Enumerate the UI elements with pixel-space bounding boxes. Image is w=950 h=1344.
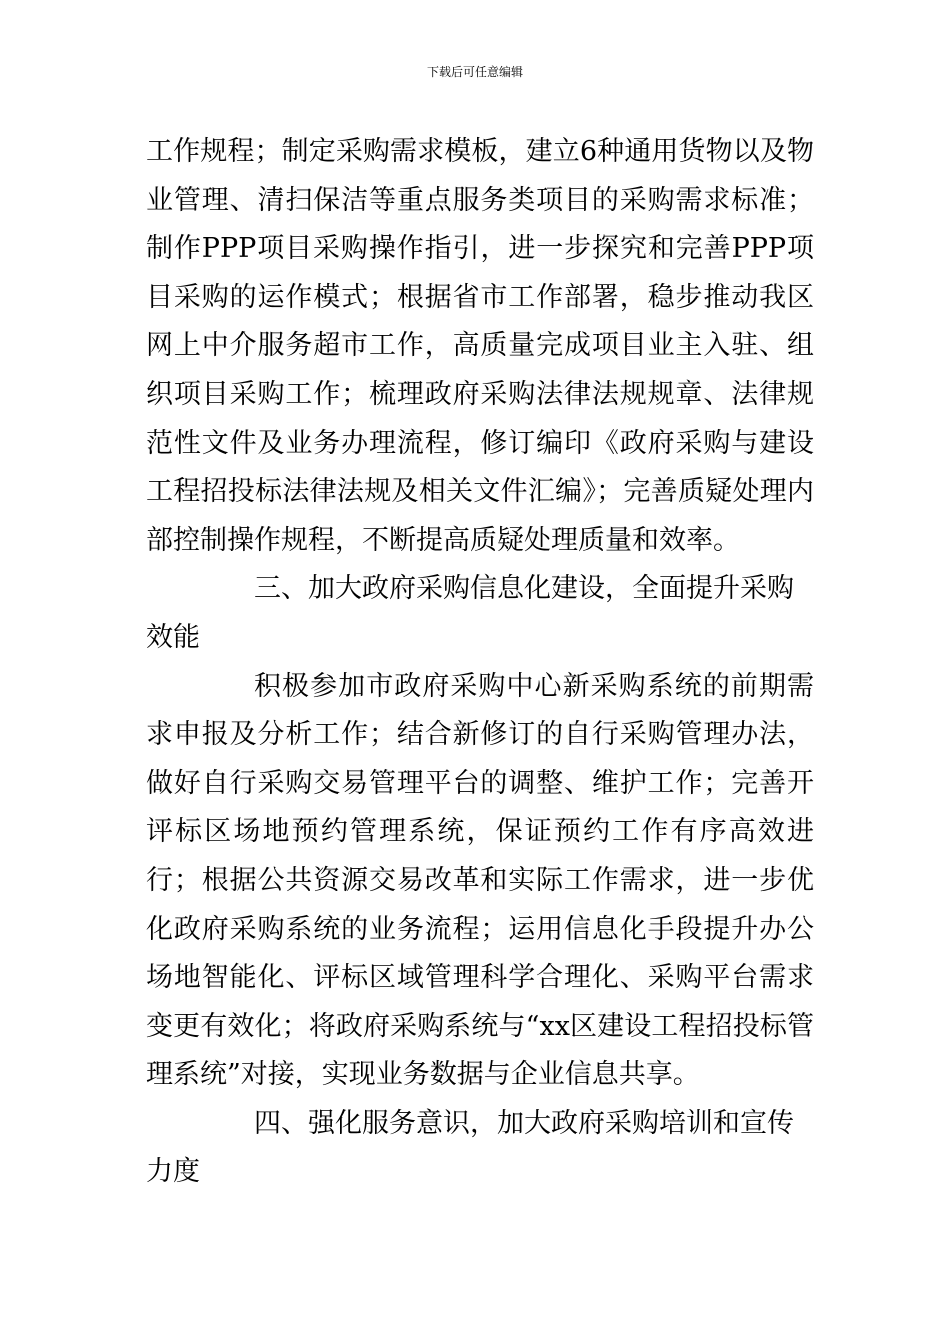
- page-header: 下载后可任意编辑: [426, 65, 523, 79]
- body-paragraph: 工作规程；制定采购需求模板，建立6种通用货物以及物业管理、清扫保洁等重点服务类项目的采购需求标准；制作PPP项目采购操作指引，进一步探究和完善PPP项目采购的运作模式；根据省市工作部署，稳步推动我区网上中介服务超市工作，高质量完成项目业主入驻、组织项目采购工作；梳理政府采购法律法规规章、法律规范性文件及业务办理流程，修订编印《政府采购与建设工程招投标法律法规及相关文件汇编》；完善质疑处理内部控制操作规程，不断提高质疑处理质量和效率。: [146, 136, 814, 556]
- body-paragraph: 积极参加市政府采购中心新采购系统的前期需求申报及分析工作；结合新修订的自行采购管理办法，做好自行采购交易管理平台的调整、维护工作；完善开评标区场地预约管理系统，保证预约工作有序高效进行；根据公共资源交易改革和实际工作需求，进一步优化政府采购系统的业务流程；运用信息化手段提升办公场地智能化、评标区域管理科学合理化、采购平台需求变更有效化；将政府采购系统与“xx区建设工程招投标管理系统”对接，实现业务数据与企业信息共享。: [146, 670, 814, 1091]
- section-heading: 三、加大政府采购信息化建设，全面提升采购效能: [146, 573, 794, 653]
- section-heading: 四、强化服务意识，加大政府采购培训和宣传力度: [146, 1107, 794, 1188]
- document-body: [146, 128, 814, 1197]
